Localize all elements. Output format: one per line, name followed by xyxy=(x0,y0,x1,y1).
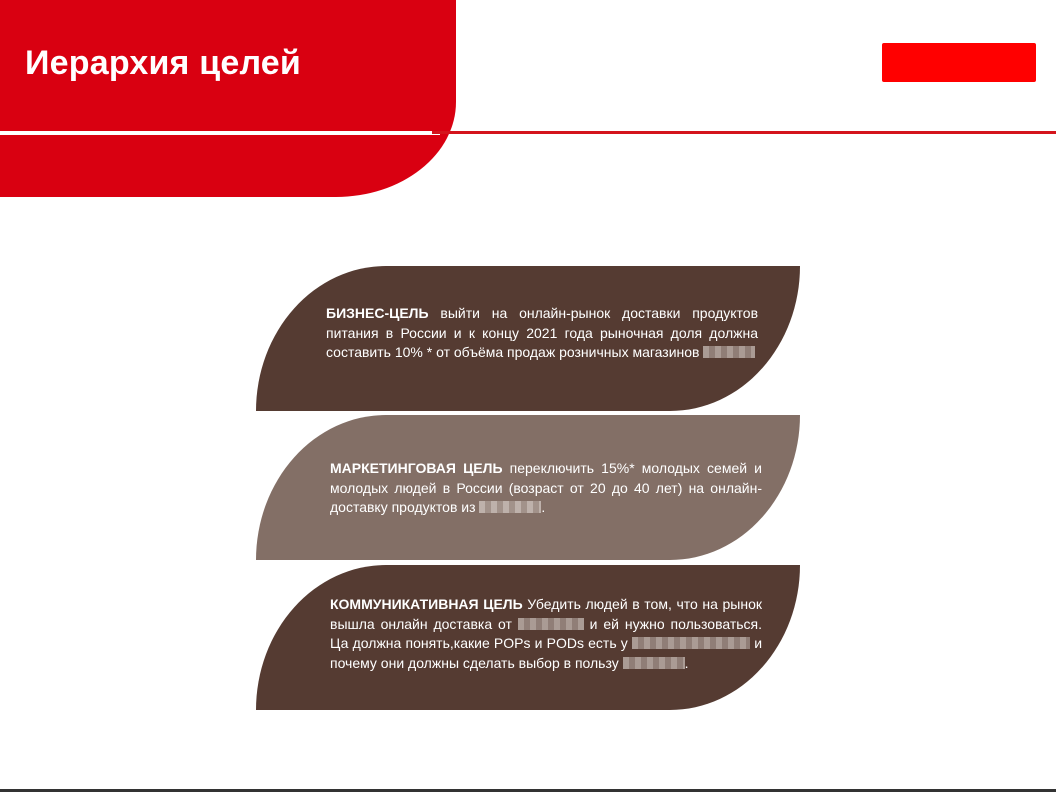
redacted-brand xyxy=(703,346,755,358)
communication-goal-label: КОММУНИКАТИВНАЯ ЦЕЛЬ xyxy=(330,596,523,612)
marketing-goal-suffix: . xyxy=(541,499,546,515)
communication-goal-description-3: и почему они должны сделать выбор в пользу xyxy=(330,635,763,671)
page-title: Иерархия целей xyxy=(25,44,302,82)
header-banner xyxy=(0,0,456,197)
marketing-goal-card xyxy=(256,415,800,560)
communication-goal-suffix: . xyxy=(684,654,689,671)
redacted-brand xyxy=(623,657,685,669)
redacted-brand xyxy=(518,618,584,630)
communication-goal-description-1: Убедить людей в том, что на рынок вышла онлайн доставка от xyxy=(330,596,763,632)
redacted-logo xyxy=(882,43,1036,82)
redacted-brand xyxy=(632,637,750,649)
marketing-goal-label: МАРКЕТИНГОВАЯ ЦЕЛЬ xyxy=(330,460,503,476)
marketing-goal-text xyxy=(330,459,762,518)
business-goal-label: БИЗНЕС-ЦЕЛЬ xyxy=(326,305,429,321)
marketing-goal-description: переключить 15%* молодых семей и молодых людей в России (возраст от 20 до 40 лет) на онлайн-доставку продуктов из xyxy=(330,460,762,515)
communication-goal-card xyxy=(256,565,800,710)
business-goal-card xyxy=(256,266,800,411)
business-goal-text xyxy=(326,304,758,363)
redacted-brand xyxy=(479,501,541,513)
communication-goal-description-2: и ей нужно пользоваться. Ца должна понять,какие POPs и PODs есть у xyxy=(330,615,763,651)
header-rule xyxy=(432,131,1056,134)
business-goal-description: выйти на онлайн-рынок доставки продуктов питания в России и к концу 2021 года рыночная доля должна составить 10% * от объёма продаж розничных магазинов xyxy=(326,305,759,360)
communication-goal-text xyxy=(330,595,762,673)
header-divider xyxy=(0,131,440,135)
